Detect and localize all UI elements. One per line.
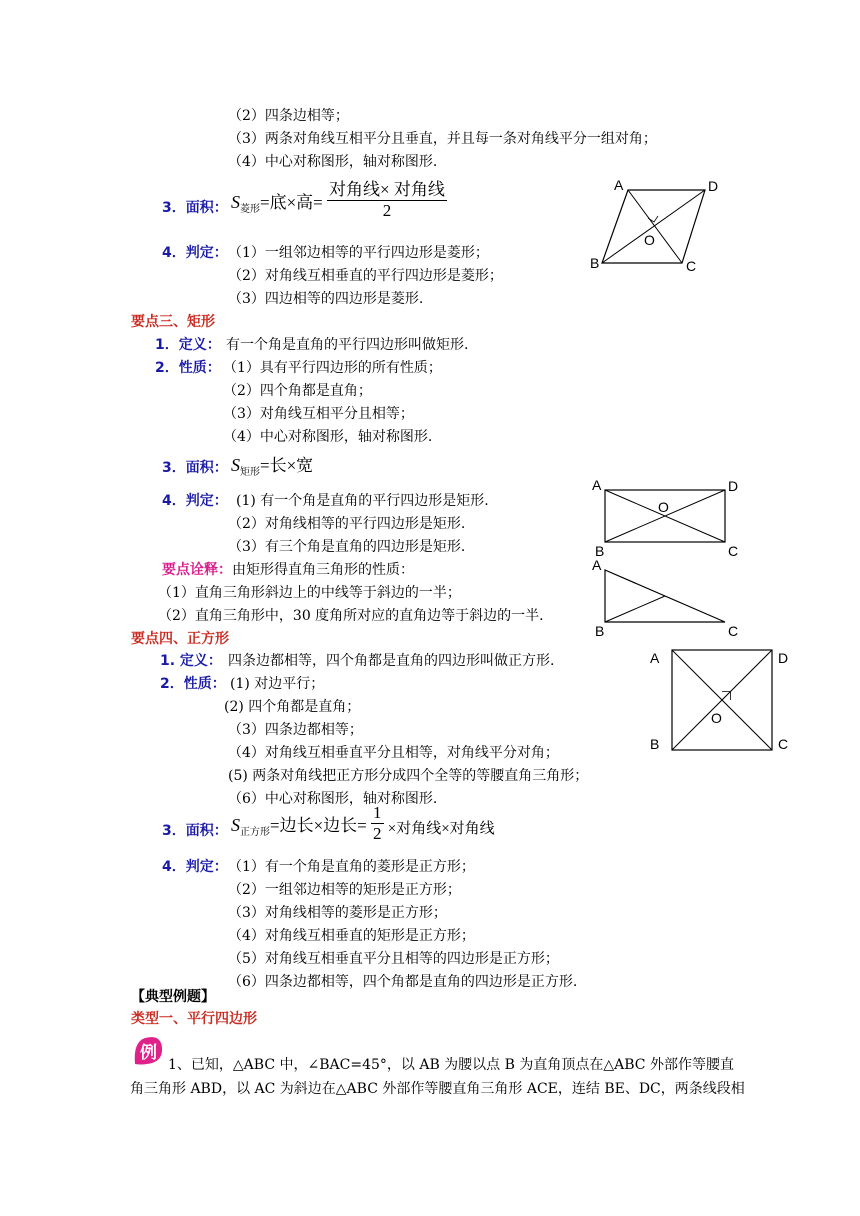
square-prop-label: 2．性质： bbox=[160, 676, 226, 692]
triangle-figure bbox=[588, 556, 748, 640]
rhombus-label-b: B bbox=[590, 255, 600, 271]
rhombus-label-c: C bbox=[686, 258, 697, 274]
square-prop-4: （4）对角线互相垂直平分且相等，对角线平分对角； bbox=[228, 745, 559, 761]
examples-heading: 【典型例题】 bbox=[131, 989, 215, 1005]
rect-area-formula bbox=[231, 454, 313, 484]
rect-heading: 要点三、矩形 bbox=[131, 314, 215, 330]
square-area-label: 3．面积： bbox=[162, 823, 228, 839]
square-area-fraction bbox=[371, 803, 384, 844]
area-subscript: 矩形 bbox=[240, 467, 260, 478]
area-symbol: S bbox=[231, 191, 240, 212]
square-prop-6: （6）中心对称图形，轴对称图形. bbox=[228, 791, 438, 807]
rhombus-judge-2: （2）对角线互相垂直的平行四边形是菱形； bbox=[228, 268, 503, 284]
rect-prop-2: （2）四个角都是直角； bbox=[223, 383, 372, 399]
area-symbol: S bbox=[231, 814, 240, 835]
example-line-1: 1、已知，△ABC 中，∠BAC=45°，以 AB 为腰以点 B 为直角顶点在△ABC 外部作等腰直 bbox=[168, 1057, 734, 1073]
square-prop-2: (2) 四个角都是直角； bbox=[224, 699, 361, 715]
fraction-numerator: 对角线× 对角线 bbox=[329, 180, 445, 199]
rhombus-area-label: 3．面积： bbox=[162, 200, 228, 216]
square-label-d: D bbox=[778, 650, 789, 666]
tri-label-b: B bbox=[595, 623, 605, 639]
rect-def-label: 1．定义： bbox=[155, 337, 221, 353]
rect-judge-1: (1) 有一个角是直角的平行四边形是矩形. bbox=[236, 493, 489, 509]
square-label-o: O bbox=[711, 710, 722, 726]
tri-label-a: A bbox=[592, 557, 602, 573]
rect-area-label: 3．面积： bbox=[162, 460, 228, 476]
square-prop-1: (1) 对边平行； bbox=[230, 676, 325, 692]
note-text: 由矩形得直角三角形的性质： bbox=[232, 562, 414, 578]
rect-judge-3: （3）有三个角是直角的四边形是矩形. bbox=[228, 539, 466, 555]
rhombus-prop-4: （4）中心对称图形，轴对称图形. bbox=[228, 154, 438, 170]
square-label-c: C bbox=[778, 736, 789, 752]
rect-prop-1: （1）具有平行四边形的所有性质； bbox=[223, 360, 442, 376]
example-badge-icon bbox=[131, 1034, 165, 1068]
note-label: 要点诠释： bbox=[162, 562, 232, 578]
square-judge-2: （2）一组邻边相等的矩形是正方形； bbox=[228, 882, 461, 898]
square-def-text: 四条边都相等，四个角都是直角的四边形叫做正方形. bbox=[228, 653, 555, 669]
area-mid: =底×高= bbox=[260, 192, 323, 212]
square-prop-3: （3）四条边都相等； bbox=[228, 722, 363, 738]
rhombus-area-formula bbox=[231, 180, 447, 221]
square-prop-5: (5) 两条对角线把正方形分成四个全等的等腰直角三角形； bbox=[228, 768, 589, 784]
rhombus-area-fraction bbox=[327, 180, 447, 221]
square-judge-label: 4．判定： bbox=[162, 859, 228, 875]
rect-label-a: A bbox=[592, 477, 602, 493]
square-area-formula bbox=[231, 803, 495, 844]
rhombus-judge-3: （3）四边相等的四边形是菱形. bbox=[228, 291, 424, 307]
rect-note-1: （1）直角三角形斜边上的中线等于斜边的一半； bbox=[158, 585, 461, 601]
square-judge-1: （1）有一个角是直角的菱形是正方形； bbox=[228, 859, 475, 875]
area-symbol: S bbox=[231, 455, 240, 475]
type1-heading: 类型一、平行四边形 bbox=[131, 1011, 257, 1027]
example-line-2: 角三角形 ABD，以 AC 为斜边在△ABC 外部作等腰直角三角形 ACE，连结 BE、DC，两条线段相 bbox=[130, 1081, 745, 1097]
rect-note bbox=[162, 561, 414, 579]
rhombus-label-o: O bbox=[644, 232, 655, 248]
square-judge-5: （5）对角线互相垂直平分且相等的四边形是正方形； bbox=[228, 951, 559, 967]
fraction-numerator: 1 bbox=[373, 803, 382, 822]
square-label-a: A bbox=[650, 650, 660, 666]
square-def-label: 1. 定义： bbox=[160, 653, 222, 669]
square-heading: 要点四、正方形 bbox=[131, 631, 229, 647]
fraction-denominator: 2 bbox=[373, 824, 382, 843]
rect-label-d: D bbox=[728, 478, 739, 494]
rect-note-2: （2）直角三角形中，30 度角所对应的直角边等于斜边的一半. bbox=[158, 608, 544, 624]
square-judge-4: （4）对角线互相垂直的矩形是正方形； bbox=[228, 928, 475, 944]
rhombus-prop-2: （2）四条边相等； bbox=[228, 108, 349, 124]
rect-prop-label: 2．性质： bbox=[155, 360, 221, 376]
rect-label-b: B bbox=[595, 543, 605, 559]
area-rest: ×对角线×对角线 bbox=[387, 820, 495, 837]
rect-judge-2: （2）对角线相等的平行四边形是矩形. bbox=[228, 516, 466, 532]
rect-judge-label: 4．判定： bbox=[162, 493, 228, 509]
area-mid: =边长×边长= bbox=[270, 815, 367, 835]
badge-text: 例 bbox=[140, 1043, 157, 1062]
square-judge-3: （3）对角线相等的菱形是正方形； bbox=[228, 905, 447, 921]
rect-def-text: 有一个角是直角的平行四边形叫做矩形. bbox=[226, 337, 469, 353]
rhombus-prop-3: （3）两条对角线互相平分且垂直，并且每一条对角线平分一组对角； bbox=[228, 131, 657, 147]
rect-label-o: O bbox=[658, 499, 669, 515]
rhombus-judge-1: （1）一组邻边相等的平行四边形是菱形； bbox=[228, 245, 489, 261]
rect-label-c: C bbox=[728, 543, 739, 559]
area-subscript: 正方形 bbox=[240, 826, 270, 838]
area-subscript: 菱形 bbox=[240, 203, 260, 215]
rect-prop-4: （4）中心对称图形，轴对称图形. bbox=[223, 429, 433, 445]
square-label-b: B bbox=[650, 736, 660, 752]
rhombus-judge-label: 4．判定： bbox=[162, 245, 228, 261]
rectangle-figure bbox=[588, 476, 748, 560]
tri-label-c: C bbox=[728, 623, 739, 639]
rhombus-label-a: A bbox=[614, 177, 624, 193]
square-judge-6: （6）四条边都相等，四个角都是直角的四边形是正方形. bbox=[228, 974, 578, 990]
area-rest: =长×宽 bbox=[260, 456, 314, 475]
square-figure bbox=[640, 640, 800, 760]
rhombus-label-d: D bbox=[708, 178, 719, 194]
rhombus-figure bbox=[580, 175, 730, 275]
rect-prop-3: （3）对角线互相平分且相等； bbox=[223, 406, 414, 422]
fraction-denominator: 2 bbox=[382, 201, 392, 220]
